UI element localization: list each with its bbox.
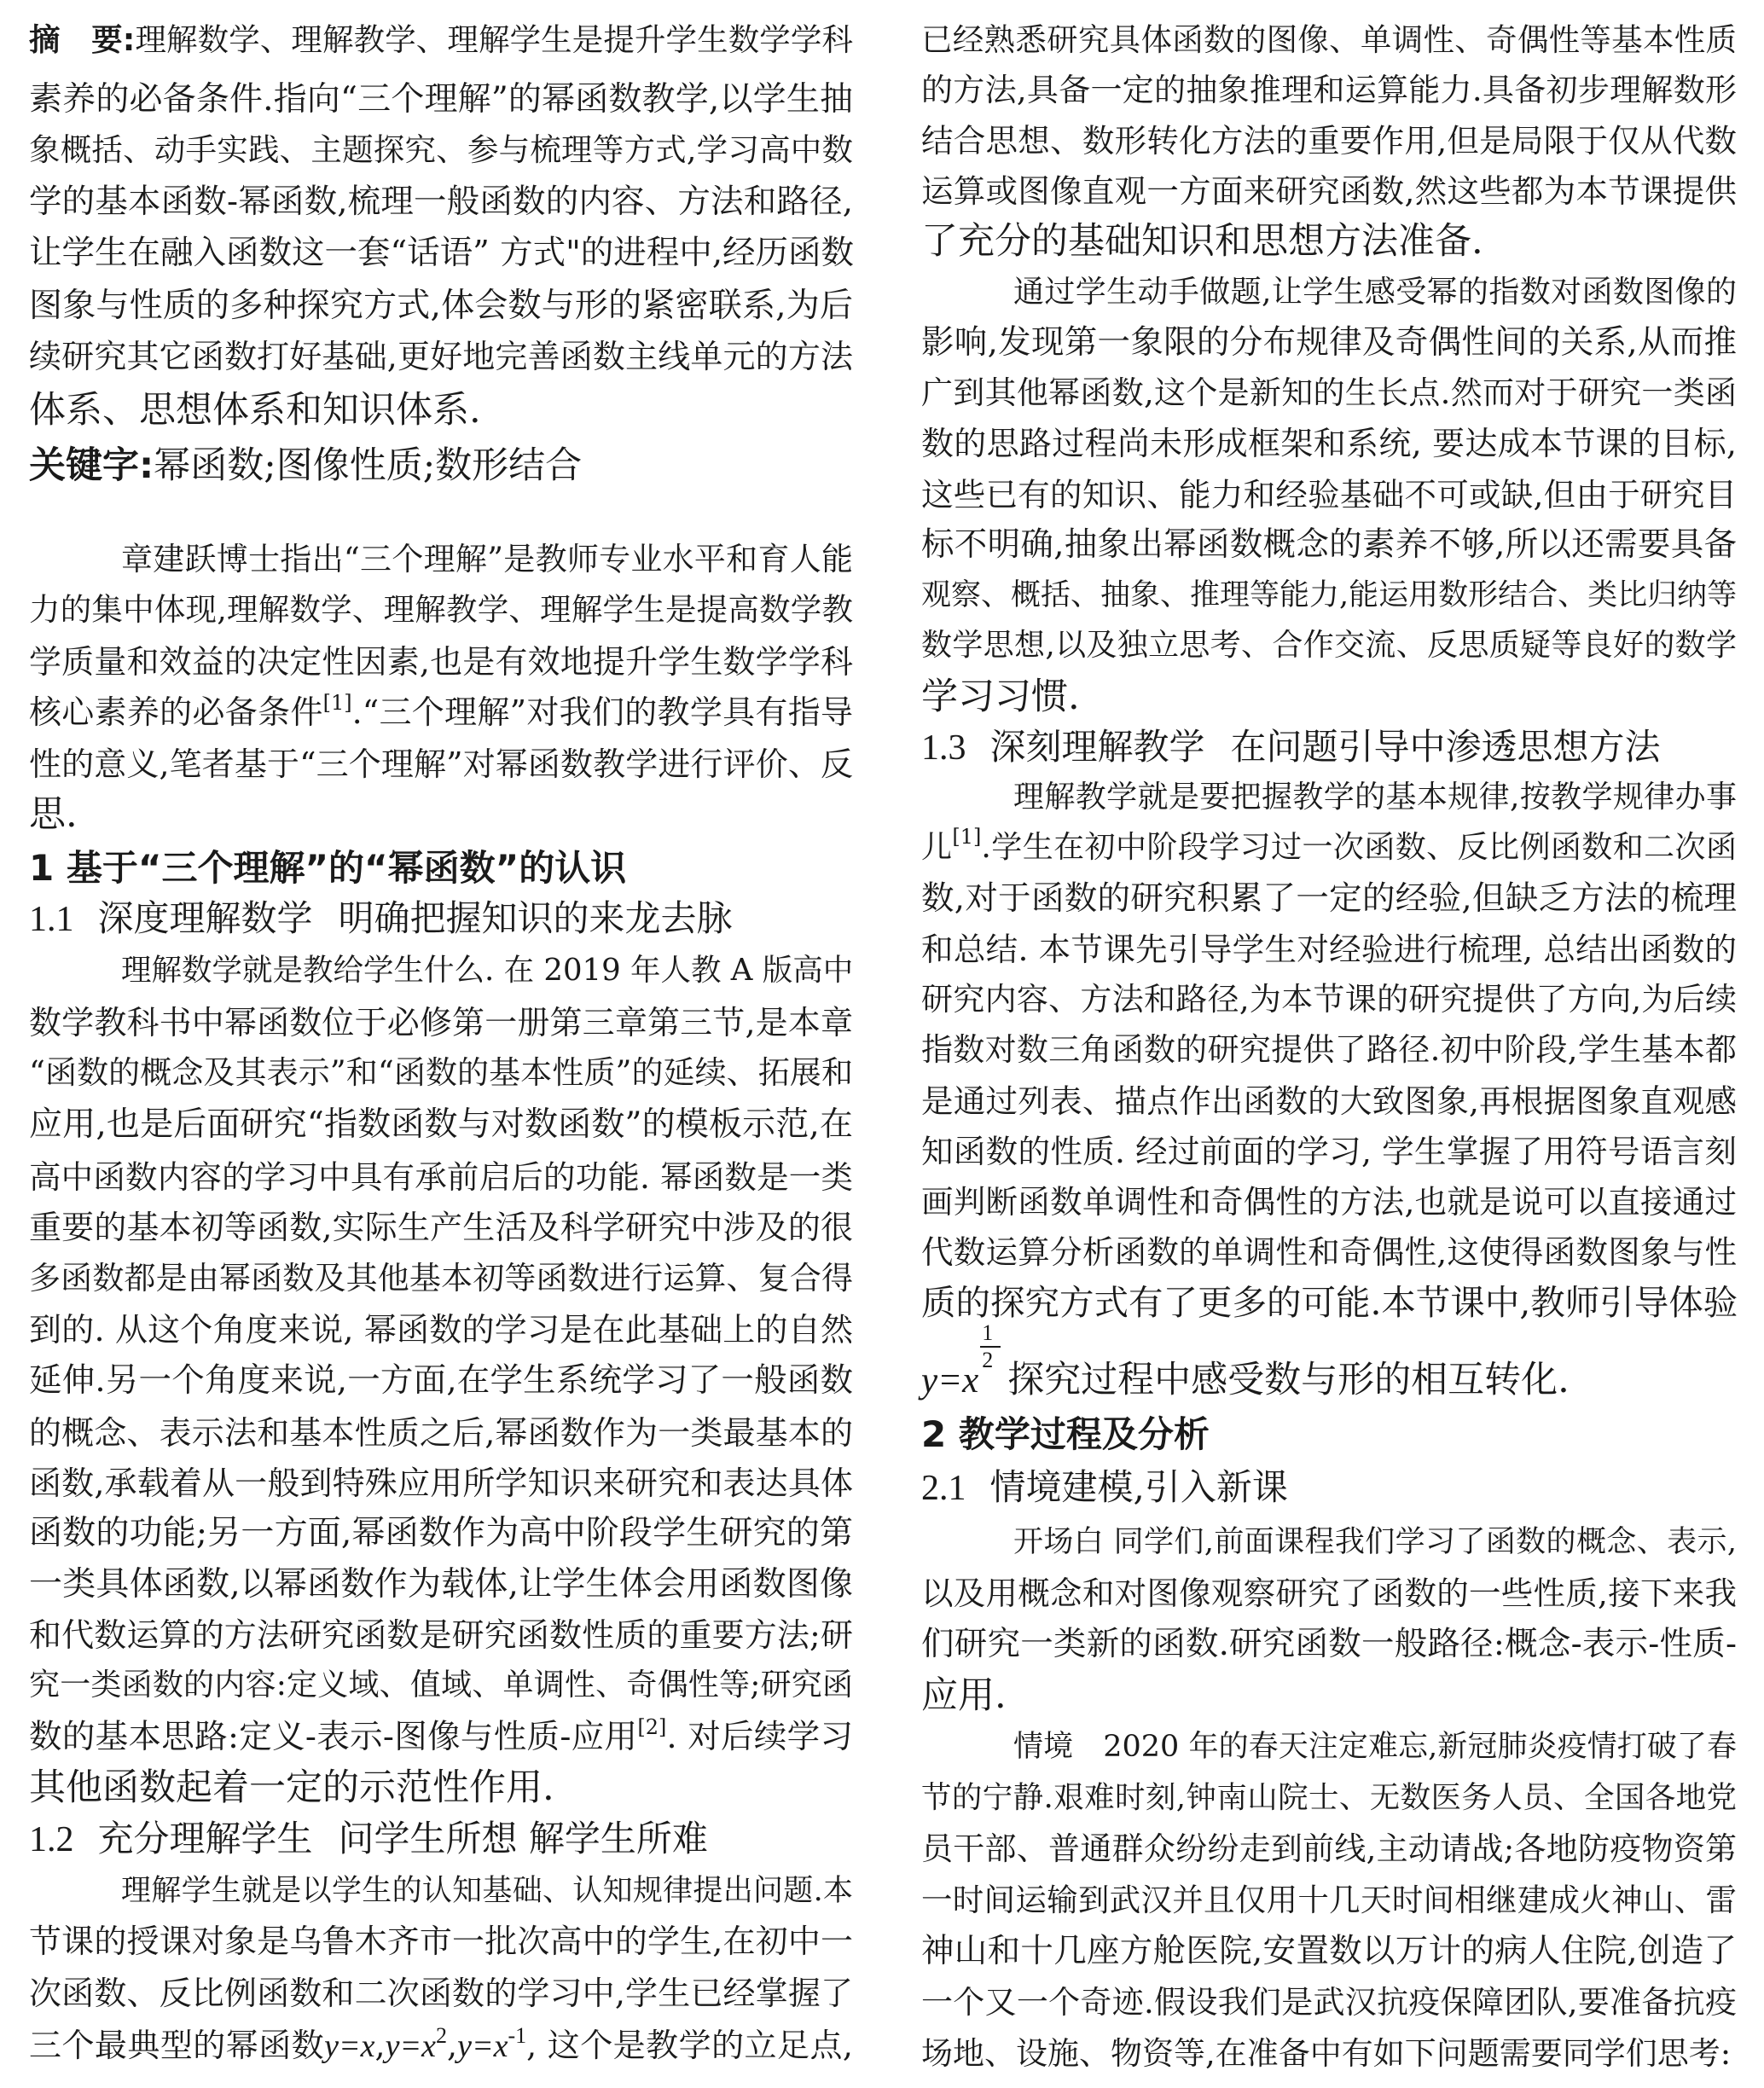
body-line: 次函数、反比例函数和二次函数的学习中,学生已经掌握了 <box>29 1975 853 2012</box>
body-line: 应用. <box>921 1674 1007 1717</box>
body-line: 这些已有的知识、能力和经验基础不可或缺,但由于研究目 <box>921 476 1737 513</box>
citation-ref: [1] <box>322 691 352 715</box>
body-line: 代数运算分析函数的单调性和奇偶性,这使得函数图象与性 <box>921 1233 1737 1271</box>
citation-ref: [2] <box>637 1715 667 1739</box>
abstract-line: 学的基本函数-幂函数,梳理一般函数的内容、方法和路径, <box>29 183 853 221</box>
body-line: 数的思路过程尚未形成框架和系统, 要达成本节课的目标, <box>921 425 1737 462</box>
body-line: 员干部、普通群众纷纷走到前线,主动请战;各地防疫物资第 <box>921 1830 1737 1867</box>
body-line: 究一类函数的内容:定义域、值域、单调性、奇偶性等;研究函 <box>29 1668 853 1702</box>
body-line: 们研究一类新的函数.研究函数一般路径:概念-表示-性质- <box>921 1625 1737 1663</box>
body-line: 的概念、表示法和基本性质之后,幂函数作为一类最基本的 <box>29 1414 853 1452</box>
right-column <box>921 0 1737 2088</box>
subsection-title: 明确把握知识的来龙去脉 <box>338 897 733 939</box>
body-line: 观察、概括、抽象、推理等能力,能运用数形结合、类比归纳等 <box>921 578 1738 612</box>
body-line: 场地、设施、物资等,在准备中有如下问题需要同学们思考: <box>921 2035 1732 2072</box>
body-text: 儿 <box>921 830 953 865</box>
body-text: .学生在初中阶段学习过一次函数、反比例函数和二次函 <box>981 830 1737 865</box>
abstract-line: 体系、思想体系和知识体系. <box>29 389 481 432</box>
body-line: 学习习惯. <box>921 676 1080 718</box>
body-line: 性的意义,笔者基于“三个理解”对幂函数教学进行评价、反 <box>29 745 853 783</box>
fraction-exponent <box>978 1320 1007 1404</box>
body-line: 神山和十几座方舱医院,安置数以万计的病人住院,创造了 <box>921 1932 1737 1970</box>
body-text: , <box>447 2027 458 2064</box>
math-expr: y=x <box>921 1360 979 1401</box>
math-expr: y=x <box>385 2028 436 2064</box>
body-line: 节的宁静.艰难时刻,钟南山院士、无数医务人员、全国各地党 <box>921 1780 1737 1815</box>
abstract-line: 素养的必备条件.指向“三个理解”的幂函数教学,以学生抽 <box>29 80 853 119</box>
body-line: 应用,也是后面研究“指数函数与对数函数”的模板示范,在 <box>29 1105 853 1144</box>
abstract-text: 理解数学、理解教学、理解学生是提升学生数学学科 <box>135 21 853 58</box>
left-column <box>29 0 853 2088</box>
body-line: 和总结. 本节课先引导学生对经验进行梳理, 总结出函数的 <box>921 931 1737 968</box>
body-line: 以及用概念和对图像观察研究了函数的一些性质,接下来我 <box>921 1575 1737 1612</box>
subsection-number: 1.3 <box>921 728 966 768</box>
body-line: 指数对数三角函数的研究提供了路径.初中阶段,学生基本都 <box>921 1031 1737 1068</box>
body-line <box>921 824 1737 872</box>
subsection-title: 深刻理解教学 <box>989 726 1205 768</box>
subsection-title: 在问题引导中渗透思想方法 <box>1230 726 1661 768</box>
subsection-number: 2.1 <box>921 1469 966 1508</box>
body-text: . 对后续学习 <box>666 1718 854 1756</box>
body-line: 延伸.另一个角度来说,一方面,在学生系统学习了一般函数 <box>29 1361 853 1400</box>
subsection-title: 深度理解数学 <box>97 897 313 939</box>
body-line: 数,对于函数的研究积累了一定的经验,但缺乏方法的梳理 <box>921 879 1737 918</box>
body-line: 知函数的性质. 经过前面的学习, 学生掌握了用符号语言刻 <box>921 1133 1737 1170</box>
math-exponent: -1 <box>508 2023 527 2048</box>
keywords-text: 幂函数;图像性质;数形结合 <box>154 444 583 487</box>
fraction-denominator: 2 <box>982 1348 994 1372</box>
body-line: 广到其他幂函数,这个是新知的生长点.然而对于研究一类函 <box>921 374 1737 411</box>
body-line <box>29 688 853 736</box>
body-line: 研究内容、方法和路径,为本节课的研究提供了方向,为后续 <box>921 981 1737 1018</box>
body-line: 情境 2020 年的春天注定难忘,新冠肺炎疫情打破了春 <box>1013 1730 1737 1764</box>
body-line: 学质量和效益的决定性因素,也是有效地提升学生数学学科 <box>29 643 853 681</box>
abstract-label: 摘 要: <box>29 21 136 58</box>
body-line <box>29 1714 853 1761</box>
subsection-2-1-heading <box>921 1464 1737 1511</box>
math-exponent: 2 <box>436 2023 447 2048</box>
body-line: 一个又一个奇迹.假设我们是武汉抗疫保障团队,要准备抗疫 <box>921 1984 1737 2021</box>
subsection-number: 1.1 <box>29 900 74 939</box>
body-line: 和代数运算的方法研究函数是研究函数性质的重要方法;研 <box>29 1616 853 1654</box>
abstract-line: 续研究其它函数打好基础,更好地完善函数主线单元的方法 <box>29 338 853 375</box>
body-text: 三个最典型的幂函数 <box>29 2027 325 2064</box>
abstract-line: 图象与性质的多种探究方式,体会数与形的紧密联系,为后 <box>29 287 853 325</box>
body-line: 质的探究方式有了更多的可能.本节课中,教师引导体验 <box>921 1282 1738 1323</box>
body-line: 节课的授课对象是乌鲁木齐市一批次高中的学生,在初中一 <box>29 1923 853 1960</box>
body-line: 理解数学就是教给学生什么. 在 2019 年人教 A 版高中 <box>121 953 854 988</box>
body-text: , 这个是教学的立足点, <box>526 2027 853 2064</box>
body-line: 画判断函数单调性和奇偶性的方法,也就是说可以直接通过 <box>921 1183 1737 1221</box>
body-line: 函数,承载着从一般到特殊应用所学知识来研究和表达具体 <box>29 1464 853 1502</box>
body-line: 高中函数内容的学习中具有承前启后的功能. 幂函数是一类 <box>29 1158 853 1196</box>
subsection-1-3-heading <box>921 723 1737 771</box>
math-expr: y=x <box>457 2028 508 2064</box>
body-line: 影响,发现第一象限的分布规律及奇偶性间的关系,从而推 <box>921 323 1737 362</box>
body-line: 多函数都是由幂函数及其他基本初等函数进行运算、复合得 <box>29 1260 853 1296</box>
body-text: 探究过程中感受数与形的相互转化. <box>1007 1359 1570 1401</box>
body-line: 理解学生就是以学生的认知基础、认知规律提出问题.本 <box>121 1874 853 1908</box>
body-line: 标不明确,抽象出幂函数概念的素养不够,所以还需要具备 <box>921 525 1737 564</box>
body-line: 到的. 从这个角度来说, 幂函数的学习是在此基础上的自然 <box>29 1311 853 1348</box>
body-text: 核心素养的必备条件 <box>29 693 323 731</box>
subsection-1-2-heading <box>29 1815 853 1863</box>
body-line: 力的集中体现,理解数学、理解教学、理解学生是提高数学教 <box>29 591 853 628</box>
body-line: 已经熟悉研究具体函数的图像、单调性、奇偶性等基本性质 <box>921 21 1737 58</box>
body-line <box>29 2021 853 2069</box>
body-text: 数的基本思路:定义-表示-图像与性质-应用 <box>29 1718 638 1756</box>
body-line: 思. <box>29 793 78 836</box>
body-text: .“三个理解”对我们的教学具有指导 <box>351 693 853 731</box>
body-line: 重要的基本初等函数,实际生产生活及科学研究中涉及的很 <box>29 1209 853 1246</box>
subsection-title: 问学生所想 解学生所难 <box>338 1818 708 1859</box>
body-line: 是通过列表、描点作出函数的大致图象,再根据图象直观感 <box>921 1082 1737 1120</box>
keywords-line <box>29 442 853 490</box>
body-line: 的方法,具备一定的抽象推理和运算能力.具备初步理解数形 <box>921 72 1737 108</box>
body-line: 通过学生动手做题,让学生感受幂的指数对函数图像的 <box>1013 275 1737 310</box>
body-line: 开场白 同学们,前面课程我们学习了函数的概念、表示, <box>1013 1525 1737 1559</box>
body-line: 函数的功能;另一方面,幂函数作为高中阶段学生研究的第 <box>29 1514 853 1552</box>
body-line: 一时间运输到武汉并且仅用十几天时间相继建成火神山、雷 <box>921 1882 1737 1918</box>
abstract-line <box>29 16 853 64</box>
body-line: 了充分的基础知识和思想方法准备. <box>921 220 1483 263</box>
subsection-title: 充分理解学生 <box>97 1818 313 1859</box>
body-line: 数学思想,以及独立思考、合作交流、反思质疑等良好的数学 <box>921 628 1737 663</box>
section-1-heading: 1 基于“三个理解”的“幂函数”的认识 <box>29 847 627 889</box>
body-text: , <box>374 2027 386 2064</box>
subsection-number: 1.2 <box>29 1820 74 1859</box>
subsection-title: 情境建模,引入新课 <box>989 1466 1288 1508</box>
body-line: 理解教学就是要把握教学的基本规律,按教学规律办事 <box>1013 780 1737 815</box>
formula-line <box>921 1320 1737 1404</box>
body-line: 数学教科书中幂函数位于必修第一册第三章第三节,是本章 <box>29 1004 853 1041</box>
citation-ref: [1] <box>952 825 982 849</box>
math-expr: y=x <box>324 2028 375 2064</box>
body-line: “函数的概念及其表示”和“函数的基本性质”的延续、拓展和 <box>29 1054 853 1091</box>
keywords-label: 关键字: <box>29 444 154 487</box>
fraction-numerator: 1 <box>982 1320 994 1345</box>
body-line: 运算或图像直观一方面来研究函数,然这些都为本节课提供 <box>921 172 1737 210</box>
subsection-1-1-heading <box>29 895 853 942</box>
body-line: 一类具体函数,以幂函数作为载体,让学生体会用函数图像 <box>29 1565 853 1604</box>
body-line: 其他函数起着一定的示范性作用. <box>29 1766 554 1809</box>
body-line: 章建跃博士指出“三个理解”是教师专业水平和育人能 <box>121 541 853 577</box>
abstract-line: 让学生在融入函数这一套“话语” 方式"的进程中,经历函数 <box>29 234 855 272</box>
body-line: 结合思想、数形转化方法的重要作用,但是局限于仅从代数 <box>921 122 1737 160</box>
abstract-line: 象概括、动手实践、主题探究、参与梳理等方式,学习高中数 <box>29 131 853 168</box>
section-2-heading: 2 教学过程及分析 <box>921 1413 1210 1455</box>
